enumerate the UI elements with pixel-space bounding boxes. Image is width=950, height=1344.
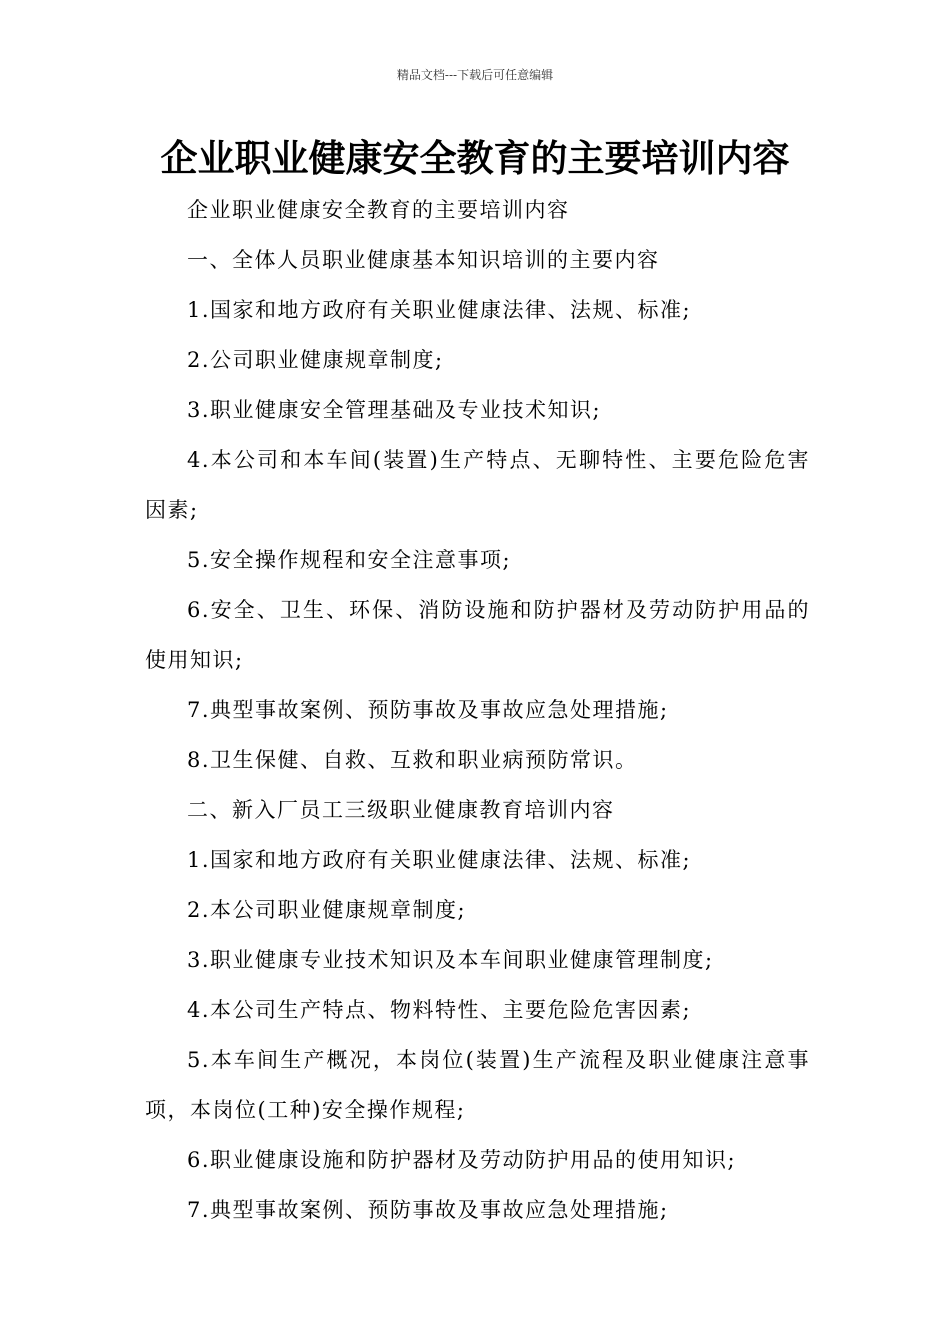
paragraph-subtitle: 企业职业健康安全教育的主要培训内容 (187, 198, 570, 222)
paragraph-item: 7.典型事故案例、预防事故及事故应急处理措施; (187, 1198, 669, 1222)
paragraph-item: 6.安全、卫生、环保、消防设施和防护器材及劳动防护用品的使用知识; (145, 598, 810, 672)
paragraph-item: 2.本公司职业健康规章制度; (187, 898, 467, 922)
paragraph-item: 3.职业健康专业技术知识及本车间职业健康管理制度; (187, 948, 714, 972)
paragraph-item: 5.本车间生产概况，本岗位(装置)生产流程及职业健康注意事项，本岗位(工种)安全操作规程; (145, 1048, 810, 1122)
paragraph-item: 1.国家和地方政府有关职业健康法律、法规、标准; (187, 298, 692, 322)
paragraph-item: 6.职业健康设施和防护器材及劳动防护用品的使用知识; (187, 1148, 737, 1172)
paragraph-item: 5.安全操作规程和安全注意事项; (187, 548, 512, 572)
paragraph-item: 7.典型事故案例、预防事故及事故应急处理措施; (187, 698, 669, 722)
paragraph-item: 4.本公司和本车间(装置)生产特点、无聊特性、主要危险危害因素; (145, 448, 810, 522)
document-body (145, 185, 810, 1235)
document-title: 企业职业健康安全教育的主要培训内容 (160, 137, 790, 180)
header-note: 精品文档---下载后可任意编辑 (396, 68, 554, 82)
paragraph-item: 8.卫生保健、自救、互救和职业病预防常识。 (187, 748, 638, 772)
paragraph-item: 1.国家和地方政府有关职业健康法律、法规、标准; (187, 848, 692, 872)
paragraph-section-2-heading: 二、新入厂员工三级职业健康教育培训内容 (187, 798, 615, 822)
paragraph-item: 3.职业健康安全管理基础及专业技术知识; (187, 398, 602, 422)
paragraph-item: 2.公司职业健康规章制度; (187, 348, 444, 372)
paragraph-section-1-heading: 一、全体人员职业健康基本知识培训的主要内容 (187, 248, 660, 272)
paragraph-item: 4.本公司生产特点、物料特性、主要危险危害因素; (187, 998, 692, 1022)
